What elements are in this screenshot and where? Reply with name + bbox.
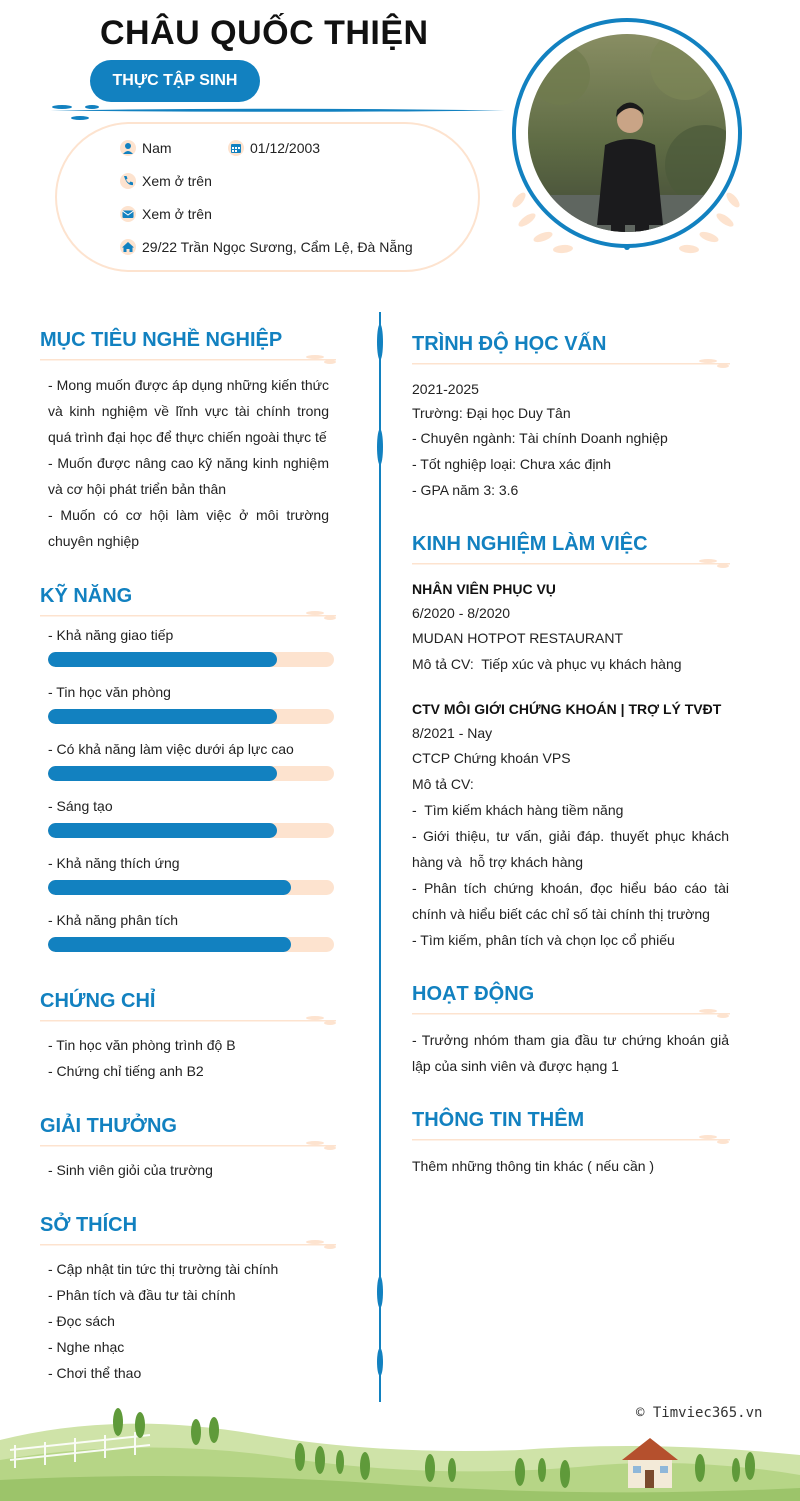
job-role: NHÂN VIÊN PHỤC VỤ — [412, 581, 556, 597]
contact-gender — [120, 140, 172, 156]
skill-bar-fill — [48, 709, 277, 724]
email-value: Xem ở trên — [142, 206, 212, 222]
education-line: 2021-2025 — [412, 381, 479, 397]
experience-title-underline — [412, 557, 730, 569]
skills-title: KỸ NĂNG — [40, 585, 133, 607]
user-icon — [120, 140, 136, 156]
skill-bar — [48, 766, 334, 781]
footer-brand: © Timviec365.vn — [636, 1405, 763, 1421]
awards-title: GIẢI THƯỞNG — [40, 1115, 177, 1137]
education-title: TRÌNH ĐỘ HỌC VẤN — [412, 333, 607, 355]
skill-label: - Khả năng giao tiếp — [48, 627, 174, 643]
skill-bar — [48, 652, 334, 667]
job-description: Mô tả CV: — [412, 776, 474, 792]
skill-label: - Khả năng thích ứng — [48, 855, 180, 871]
skill-bar-fill — [48, 766, 277, 781]
contact-email — [120, 206, 212, 222]
skill-bar-fill — [48, 937, 291, 952]
skill-bar — [48, 709, 334, 724]
objective-line-3: - Muốn có cơ hội làm việc ở môi trường chuyên nghiệp — [48, 507, 329, 549]
calendar-icon — [228, 140, 244, 156]
skill-label: - Sáng tạo — [48, 798, 113, 814]
job-description: Mô tả CV: Tiếp xúc và phục vụ khách hàng — [412, 656, 682, 672]
activities-title-underline — [412, 1007, 730, 1019]
extra-info-title-underline — [412, 1133, 730, 1145]
skill-label: - Tin học văn phòng — [48, 684, 171, 700]
objective-title: MỤC TIÊU NGHỀ NGHIỆP — [40, 329, 283, 351]
certificate-item: - Chứng chỉ tiếng anh B2 — [48, 1063, 204, 1079]
contact-phone — [120, 173, 212, 189]
skill-bar-fill — [48, 823, 277, 838]
awards-title-underline — [40, 1139, 336, 1151]
job-detail: - Tìm kiếm, phân tích và chọn lọc cổ phiếu — [412, 932, 675, 948]
certificates-title: CHỨNG CHỈ — [40, 990, 156, 1012]
hobbies-title-underline — [40, 1238, 336, 1250]
activities-title: HOẠT ĐỘNG — [412, 983, 535, 1005]
contact-address — [120, 239, 413, 255]
hobby-item: - Cập nhật tin tức thị trường tài chính — [48, 1261, 279, 1277]
email-icon — [120, 206, 136, 222]
education-line: - Chuyên ngành: Tài chính Doanh nghiệp — [412, 430, 668, 446]
skill-bar-fill — [48, 880, 291, 895]
award-item: - Sinh viên giỏi của trường — [48, 1162, 213, 1178]
contact-birthday — [228, 140, 320, 156]
skill-bar — [48, 937, 334, 952]
job-period: 6/2020 - 8/2020 — [412, 605, 511, 621]
extra-info-item: Thêm những thông tin khác ( nếu cần ) — [412, 1158, 655, 1174]
address-value: 29/22 Trần Ngọc Sương, Cẩm Lệ, Đà Nẵng — [142, 239, 413, 255]
objective-line-1: - Mong muốn được áp dụng những kiến thức và kinh nghiệm về lĩnh vực tài chính trong quá trình đại học để thực chiến ngoài thực tế — [48, 377, 329, 445]
certificate-item: - Tin học văn phòng trình độ B — [48, 1037, 236, 1053]
skill-bar — [48, 880, 334, 895]
position-badge — [90, 60, 260, 102]
education-line: - GPA năm 3: 3.6 — [412, 482, 519, 498]
hobby-item: - Chơi thể thao — [48, 1365, 142, 1381]
job-detail: - Giới thiệu, tư vấn, giải đáp. thuyết phục khách hàng và hỗ trợ khách hàng — [412, 828, 733, 870]
skill-bar — [48, 823, 334, 838]
hobbies-title: SỞ THÍCH — [40, 1214, 138, 1236]
job-detail: - Tìm kiếm khách hàng tiềm năng — [412, 802, 624, 818]
skill-label: - Có khả năng làm việc dưới áp lực cao — [48, 741, 294, 757]
job-company: CTCP Chứng khoán VPS — [412, 750, 571, 766]
gender-value: Nam — [142, 140, 172, 156]
hobby-item: - Phân tích và đầu tư tài chính — [48, 1287, 236, 1303]
house-icon — [622, 1438, 678, 1488]
education-line: Trường: Đại học Duy Tân — [412, 405, 571, 421]
candidate-name: CHÂU QUỐC THIỆN — [100, 14, 429, 52]
skill-label: - Khả năng phân tích — [48, 912, 178, 928]
hobby-item: - Đọc sách — [48, 1313, 115, 1329]
certificates-title-underline — [40, 1014, 336, 1026]
objective-line-2: - Muốn được nâng cao kỹ năng kinh nghiệm và cơ hội phát triển bản thân — [48, 455, 329, 497]
position-label: THỰC TẬP SINH — [112, 72, 238, 89]
education-title-underline — [412, 357, 730, 369]
objective-title-underline — [40, 353, 336, 365]
home-icon — [120, 239, 136, 255]
avatar — [505, 15, 745, 265]
phone-value: Xem ở trên — [142, 173, 212, 189]
skills-title-underline — [40, 609, 336, 621]
landscape-illustration — [0, 1380, 800, 1501]
job-company: MUDAN HOTPOT RESTAURANT — [412, 630, 624, 646]
column-divider — [377, 312, 383, 1402]
experience-title: KINH NGHIỆM LÀM VIỆC — [412, 533, 648, 555]
birthday-value: 01/12/2003 — [250, 140, 321, 156]
extra-info-title: THÔNG TIN THÊM — [412, 1109, 585, 1131]
job-detail: - Phân tích chứng khoán, đọc hiểu báo cáo tài chính và hiểu biết các chỉ số tài chính thị trường — [412, 880, 729, 922]
skill-bar-fill — [48, 652, 277, 667]
phone-icon — [120, 173, 136, 189]
job-role: CTV MÔI GIỚI CHỨNG KHOÁN | TRỢ LÝ TVĐT — [412, 701, 722, 717]
education-line: - Tốt nghiệp loại: Chưa xác định — [412, 456, 612, 472]
header-dots-decoration — [50, 103, 110, 123]
job-period: 8/2021 - Nay — [412, 725, 493, 741]
header-divider — [50, 108, 505, 113]
hobby-item: - Nghe nhạc — [48, 1339, 125, 1355]
activity-item: - Trưởng nhóm tham gia đầu tư chứng khoán giả lập của sinh viên và được hạng 1 — [412, 1032, 729, 1074]
